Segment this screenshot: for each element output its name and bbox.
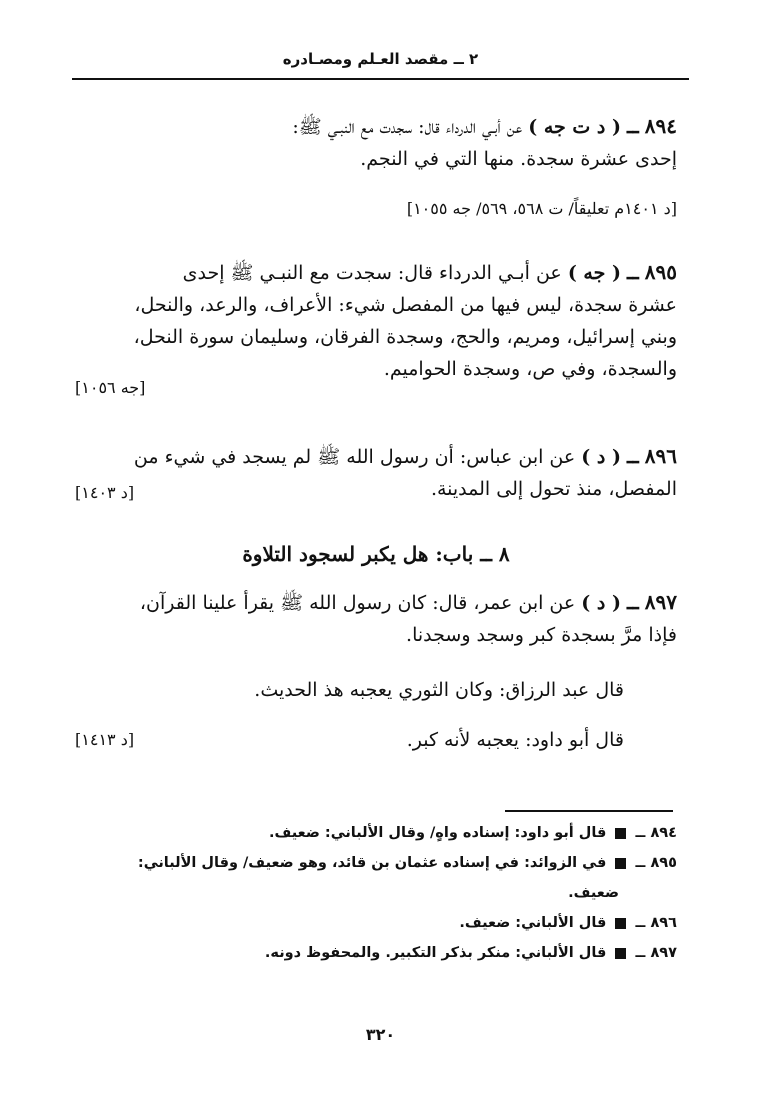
footnote-text: قال أبو داود: إسناده واهٍ/ وقال الألباني: ضعيف.: [268, 825, 607, 841]
hadith-895: [75, 256, 677, 385]
dash: ــ: [627, 590, 639, 614]
hadith-897-note-2: قال أبو داود: يعجبه لأنه كبر.: [406, 729, 624, 751]
footnote-894: [75, 818, 677, 848]
hadith-895-reference: [جه ١٠٥٦]: [75, 378, 146, 397]
hadith-894-reference: [د ١٤٠١م تعليقاً/ ت ٥٦٨، ٥٦٩/ جه ١٠٥٥]: [406, 199, 677, 218]
page-number: ٣٢٠: [365, 1025, 396, 1044]
hadith-number: ٨٩٤: [644, 114, 677, 138]
footnote-text: قال الألباني: منكر بذكر التكبير. والمحفوظ دونه.: [264, 945, 607, 961]
hadith-896: [75, 440, 677, 505]
footnote-number: ٨٩٦: [650, 915, 677, 931]
hadith-number: ٨٩٦: [644, 444, 677, 468]
hadith-896-line-2: المفصل، منذ تحول إلى المدينة.: [430, 478, 677, 500]
hadith-897-line-2: فإذا مرَّ بسجدة كبر وسجد وسجدنا.: [406, 624, 677, 646]
hadith-text: عن أبـي الدرداء قال: سجدت مع النبـي ﷺ:: [292, 116, 523, 138]
hadith-897-line-1: [75, 586, 677, 619]
hadith-number: ٨٩٥: [644, 260, 677, 284]
footnote-text: في الزوائد: في إسناده عثمان بن قائد، وهو ضعيف/ وقال الألباني:: [137, 855, 607, 871]
hadith-text: عن أبـي الدرداء قال: سجدت مع النبـي ﷺ إحدى: [182, 262, 562, 284]
hadith-894: [75, 110, 677, 175]
dash: ــ: [627, 260, 639, 284]
square-bullet-icon: [615, 918, 626, 929]
hadith-897: [75, 586, 677, 651]
hadith-source: ( د ): [581, 592, 621, 614]
square-bullet-icon: [615, 828, 626, 839]
hadith-896-reference: [د ١٤٠٣]: [75, 483, 135, 502]
square-bullet-icon: [615, 948, 626, 959]
hadith-894-line-2: إحدى عشرة سجدة. منها التي في النجم.: [360, 148, 677, 170]
footnote-text: قال الألباني: ضعيف.: [459, 915, 607, 931]
hadith-895-line-4: والسجدة، وفي ص، وسجدة الحواميم.: [383, 358, 677, 380]
chapter-heading: ٨ ــ باب: هل يكبر لسجود التلاوة: [242, 542, 510, 566]
footnote-number: ٨٩٤: [650, 825, 677, 841]
dash: ــ: [627, 114, 639, 138]
hadith-source: ( جه ): [567, 262, 621, 284]
footnote-895: [75, 848, 677, 878]
footnote-number: ٨٩٥: [650, 855, 677, 871]
hadith-895-line-3: وبني إسرائيل، ومريم، والحج، وسجدة الفرقان، وسليمان سورة النحل،: [133, 326, 677, 348]
hadith-text: عن ابن عمر، قال: كان رسول الله ﷺ يقرأ علينا القرآن،: [139, 592, 576, 614]
header-rule: [72, 78, 689, 80]
footnote-897: [75, 938, 677, 968]
footnote-895-continuation: ضعيف.: [568, 885, 619, 901]
hadith-894-line-1: [75, 110, 677, 143]
footnote-rule: [505, 810, 673, 812]
hadith-897-note-1: قال عبد الرزاق: وكان الثوري يعجبه هذ الحديث.: [254, 679, 624, 701]
running-header: ٢ ــ مقصد العـلم ومصـادره: [282, 50, 479, 68]
dash: ــ: [635, 915, 646, 931]
footnote-896: [75, 908, 677, 938]
dash: ــ: [635, 855, 646, 871]
hadith-897-reference: [د ١٤١٣]: [75, 730, 135, 749]
hadith-text: عن ابن عباس: أن رسول الله ﷺ لم يسجد في شيء من: [133, 446, 576, 468]
footnote-number: ٨٩٧: [650, 945, 677, 961]
dash: ــ: [635, 825, 646, 841]
hadith-895-line-1: [75, 256, 677, 289]
hadith-number: ٨٩٧: [644, 590, 677, 614]
footnotes: [75, 818, 677, 968]
square-bullet-icon: [615, 858, 626, 869]
hadith-895-line-2: عشرة سجدة، ليس فيها من المفصل شيء: الأعراف، والرعد، والنحل،: [134, 294, 677, 316]
hadith-source: ( د ): [581, 446, 621, 468]
dash: ــ: [635, 945, 646, 961]
dash: ــ: [627, 444, 639, 468]
hadith-source: ( د ت جه ): [528, 116, 621, 138]
hadith-896-line-1: [75, 440, 677, 473]
